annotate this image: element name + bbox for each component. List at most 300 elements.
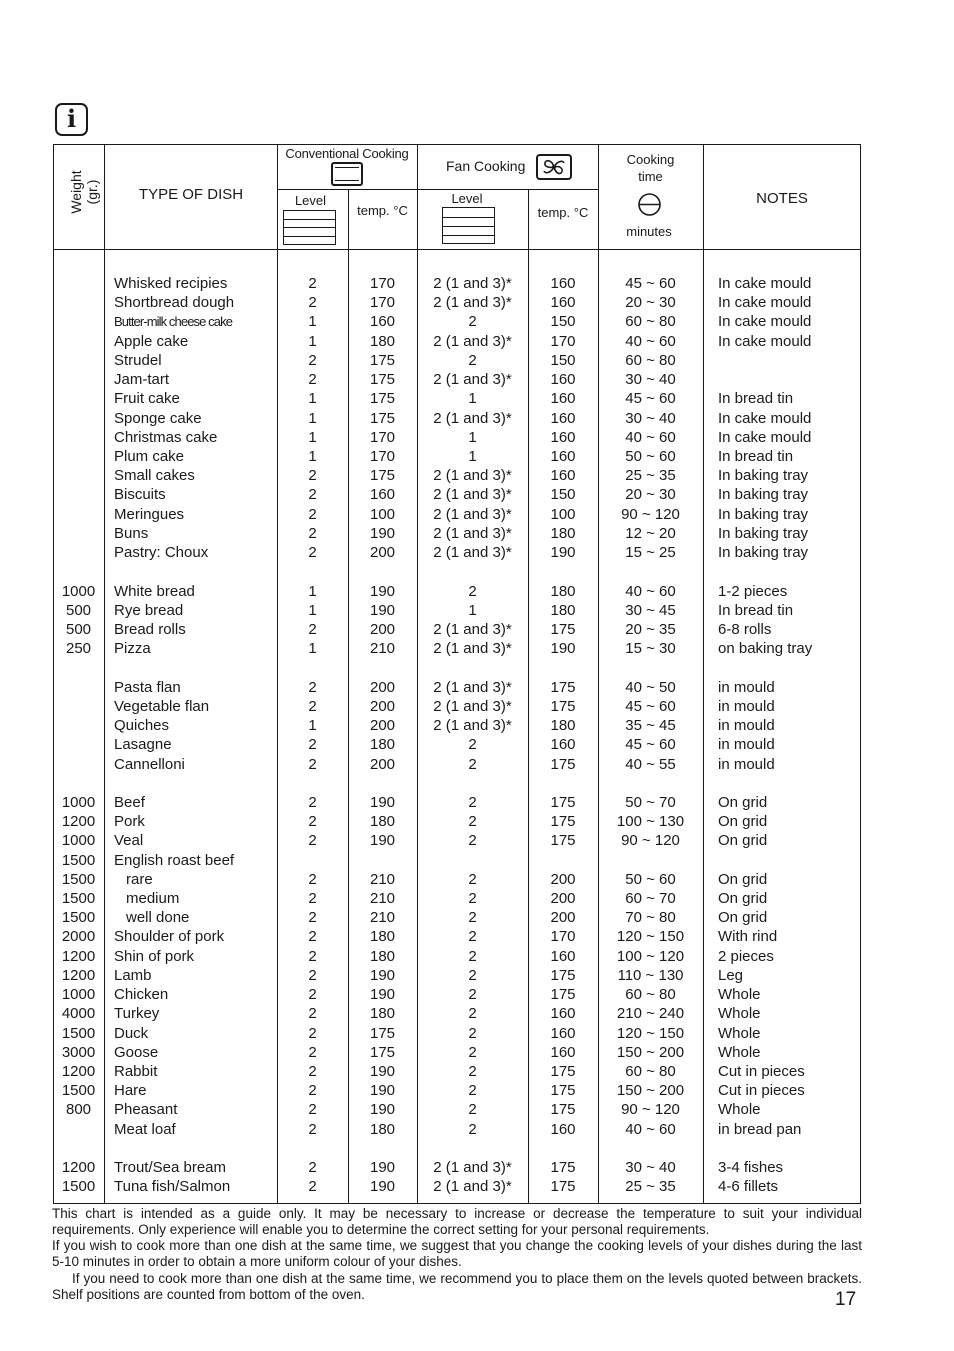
table-row	[53, 851, 861, 870]
row-fan-level: 1	[468, 601, 477, 619]
row-conv-temp: 160	[369, 486, 396, 504]
row-weight: 1500	[61, 890, 96, 908]
header-fan-cooking: Fan Cooking	[446, 158, 526, 174]
row-weight: 1500	[61, 1178, 96, 1196]
row-notes: In cake mould	[718, 294, 812, 312]
row-dish: Shoulder of pork	[114, 928, 225, 946]
row-conv-temp: 170	[369, 428, 396, 446]
row-dish: Lamb	[114, 966, 152, 984]
table-row	[53, 428, 861, 447]
row-fan-temp: 160	[550, 390, 576, 408]
header-minutes: minutes	[626, 224, 672, 239]
row-conv-level: 2	[308, 486, 317, 504]
row-weight: 800	[65, 1101, 92, 1119]
row-conv-temp: 190	[369, 793, 396, 811]
row-weight: 1200	[61, 947, 96, 965]
row-fan-level: 2 (1 and 3)*	[433, 697, 512, 715]
row-conv-temp: 190	[369, 1063, 396, 1081]
table-row	[53, 505, 861, 524]
clock-icon	[636, 193, 663, 216]
row-conv-temp: 190	[369, 986, 396, 1004]
row-fan-level: 2 (1 and 3)*	[433, 1159, 512, 1177]
row-notes: On grid	[718, 890, 768, 908]
row-notes: In cake mould	[718, 428, 812, 446]
row-conv-level: 2	[308, 1063, 317, 1081]
row-weight: 1500	[61, 870, 96, 888]
row-notes: on baking tray	[718, 640, 813, 658]
table-row	[53, 697, 861, 716]
table-row	[53, 870, 861, 889]
row-notes: In baking tray	[718, 467, 809, 485]
row-fan-level: 2	[468, 890, 477, 908]
row-conv-temp: 200	[369, 697, 396, 715]
row-dish: Tuna fish/Salmon	[114, 1178, 231, 1196]
row-fan-level: 1	[468, 447, 477, 465]
footer-paragraph-1: This chart is intended as a guide only. It may be necessary to increase or decrease the temperature to suit your individual requirements. Only experience will enable you to determine the correct setting for your personal requirements.	[52, 1206, 862, 1237]
row-dish: Veal	[114, 832, 144, 850]
row-conv-temp: 180	[369, 813, 396, 831]
row-dish: Strudel	[114, 351, 162, 369]
row-cooking-time: 35 ~ 45	[625, 717, 676, 735]
row-fan-level: 2	[468, 736, 477, 754]
row-weight: 1200	[61, 813, 96, 831]
row-conv-level: 2	[308, 544, 317, 562]
table-row	[53, 1177, 861, 1196]
row-cooking-time: 60 ~ 80	[625, 1063, 676, 1081]
row-cooking-time: 150 ~ 200	[616, 1082, 685, 1100]
row-notes: in bread pan	[718, 1120, 802, 1138]
row-cooking-time: 45 ~ 60	[625, 736, 676, 754]
row-notes: On grid	[718, 870, 768, 888]
row-conv-temp: 190	[369, 1082, 396, 1100]
row-conv-temp: 190	[369, 601, 396, 619]
row-conv-level: 1	[308, 640, 317, 658]
row-conv-temp: 200	[369, 678, 396, 696]
row-fan-level: 2 (1 and 3)*	[433, 505, 512, 523]
row-fan-temp: 200	[550, 870, 576, 888]
row-notes: Cut in pieces	[718, 1082, 805, 1100]
table-row	[53, 274, 861, 293]
row-cooking-time: 60 ~ 80	[625, 351, 676, 369]
row-cooking-time: 90 ~ 120	[621, 505, 680, 523]
table-row	[53, 1158, 861, 1177]
row-conv-temp: 180	[369, 332, 396, 350]
row-fan-temp: 160	[550, 1024, 576, 1042]
row-cooking-time: 210 ~ 240	[616, 1005, 685, 1023]
table-row	[53, 1120, 861, 1139]
row-conv-level: 1	[308, 582, 317, 600]
header-weight: Weight (gr.)	[68, 170, 100, 214]
header-fan-level: Level	[451, 191, 483, 206]
row-conv-level: 2	[308, 294, 317, 312]
row-dish: Whisked recipies	[114, 275, 228, 292]
table-row	[53, 985, 861, 1004]
row-notes: In bread tin	[718, 447, 794, 465]
row-conv-temp: 190	[369, 1101, 396, 1119]
row-cooking-time: 60 ~ 80	[625, 313, 676, 331]
row-conv-level: 2	[308, 1120, 317, 1138]
row-conv-level: 2	[308, 870, 317, 888]
row-notes: 4-6 fillets	[718, 1178, 779, 1196]
row-dish: Quiches	[114, 717, 170, 735]
row-conv-level: 1	[308, 447, 317, 465]
row-conv-temp: 190	[369, 582, 396, 600]
row-fan-temp: 160	[550, 275, 576, 292]
table-row	[53, 755, 861, 774]
table-row	[53, 678, 861, 697]
row-fan-level: 2	[468, 1101, 477, 1119]
row-fan-temp: 175	[550, 755, 576, 773]
row-dish: Vegetable flan	[114, 697, 210, 715]
row-fan-level: 2	[468, 1005, 477, 1023]
row-conv-temp: 200	[369, 717, 396, 735]
row-fan-level: 2	[468, 1120, 477, 1138]
row-weight: 1200	[61, 1063, 96, 1081]
row-fan-temp: 160	[550, 1120, 576, 1138]
row-conv-level: 2	[308, 1101, 317, 1119]
row-notes: Whole	[718, 1043, 761, 1061]
row-weight: 1200	[61, 1159, 96, 1177]
row-cooking-time: 45 ~ 60	[625, 275, 676, 292]
row-conv-level: 2	[308, 1043, 317, 1061]
table-row	[53, 966, 861, 985]
row-fan-level: 2	[468, 966, 477, 984]
table-row	[53, 389, 861, 408]
row-dish: Turkey	[114, 1005, 160, 1023]
table-row	[53, 332, 861, 351]
row-fan-level: 2	[468, 928, 477, 946]
row-fan-level: 2 (1 and 3)*	[433, 371, 512, 389]
table-row	[53, 293, 861, 312]
oven-conventional-icon	[331, 162, 363, 186]
row-fan-temp: 175	[550, 620, 576, 638]
row-fan-level: 2	[468, 947, 477, 965]
row-notes: On grid	[718, 813, 768, 831]
table-row	[53, 1081, 861, 1100]
row-conv-temp: 180	[369, 947, 396, 965]
row-notes: In baking tray	[718, 505, 809, 523]
row-fan-temp: 180	[550, 524, 576, 542]
row-conv-temp: 190	[369, 832, 396, 850]
row-cooking-time: 40 ~ 60	[625, 428, 676, 446]
row-cooking-time: 40 ~ 60	[625, 332, 676, 350]
table-row	[53, 812, 861, 831]
row-notes: In baking tray	[718, 524, 809, 542]
footer-paragraph-3: If you need to cook more than one dish at the same time, we recommend you to place them on the levels quoted between brackets. Shelf positions are counted from bottom of the oven.	[52, 1271, 862, 1302]
row-notes: In cake mould	[718, 275, 812, 292]
row-conv-level: 2	[308, 928, 317, 946]
row-fan-level: 2	[468, 1063, 477, 1081]
row-notes: Whole	[718, 1005, 761, 1023]
row-cooking-time: 50 ~ 60	[625, 447, 676, 465]
row-conv-temp: 210	[369, 890, 396, 908]
row-dish: Biscuits	[114, 486, 166, 504]
row-dish: Christmas cake	[114, 428, 218, 446]
row-dish: well done	[126, 909, 190, 927]
row-fan-temp: 175	[550, 1178, 576, 1196]
row-dish: Pork	[114, 813, 145, 831]
row-cooking-time: 120 ~ 150	[616, 1024, 685, 1042]
row-conv-level: 2	[308, 1159, 317, 1177]
row-notes: On grid	[718, 832, 768, 850]
row-fan-temp: 175	[550, 813, 576, 831]
row-fan-temp: 150	[550, 313, 576, 331]
row-cooking-time: 100 ~ 120	[616, 947, 685, 965]
table-row	[53, 370, 861, 389]
row-conv-level: 2	[308, 678, 317, 696]
row-dish: Rabbit	[114, 1063, 158, 1081]
row-weight: 1500	[61, 909, 96, 927]
row-cooking-time: 50 ~ 60	[625, 870, 676, 888]
row-fan-temp: 180	[550, 582, 576, 600]
row-conv-level: 2	[308, 1024, 317, 1042]
row-dish: Beef	[114, 793, 145, 811]
row-notes: in mould	[718, 736, 775, 754]
row-fan-level: 2	[468, 813, 477, 831]
row-fan-level: 2 (1 and 3)*	[433, 640, 512, 658]
row-fan-level: 2	[468, 832, 477, 850]
table-row	[53, 601, 861, 620]
row-fan-temp: 175	[550, 966, 576, 984]
row-dish: Lasagne	[114, 736, 172, 754]
row-fan-level: 1	[468, 428, 477, 446]
row-fan-temp: 160	[550, 447, 576, 465]
row-dish: Meringues	[114, 505, 185, 523]
row-fan-level: 2 (1 and 3)*	[433, 544, 512, 562]
row-dish: Buns	[114, 524, 149, 542]
table-row	[53, 735, 861, 754]
row-fan-level: 2 (1 and 3)*	[433, 1178, 512, 1196]
row-notes: On grid	[718, 793, 768, 811]
fan-icon	[536, 154, 572, 180]
row-fan-level: 2	[468, 986, 477, 1004]
row-fan-level: 2	[468, 1043, 477, 1061]
header-conv-temp: temp. °C	[357, 203, 408, 218]
row-conv-temp: 175	[369, 351, 396, 369]
row-fan-level: 2 (1 and 3)*	[433, 717, 512, 735]
row-weight: 1000	[61, 582, 96, 600]
row-conv-temp: 190	[369, 966, 396, 984]
row-dish: Goose	[114, 1043, 159, 1061]
row-fan-level: 2	[468, 582, 477, 600]
row-dish: Pheasant	[114, 1101, 178, 1119]
row-conv-temp: 175	[369, 467, 396, 485]
row-dish: Meat loaf	[114, 1120, 176, 1138]
row-notes: in mould	[718, 717, 775, 735]
row-dish: Sponge cake	[114, 409, 202, 427]
header-type-of-dish: TYPE OF DISH	[138, 186, 244, 203]
row-cooking-time: 40 ~ 50	[625, 678, 676, 696]
row-conv-level: 2	[308, 1005, 317, 1023]
row-conv-level: 2	[308, 890, 317, 908]
row-fan-temp: 160	[550, 294, 576, 312]
row-conv-level: 1	[308, 717, 317, 735]
page-number: 17	[835, 1289, 857, 1310]
row-cooking-time: 45 ~ 60	[625, 697, 676, 715]
row-conv-level: 2	[308, 832, 317, 850]
row-fan-level: 2	[468, 870, 477, 888]
row-dish: Fruit cake	[114, 390, 180, 408]
row-weight: 1200	[61, 966, 96, 984]
row-fan-temp: 200	[550, 890, 576, 908]
row-cooking-time: 40 ~ 60	[625, 582, 676, 600]
row-conv-temp: 175	[369, 409, 396, 427]
row-dish: English roast beef	[114, 851, 235, 869]
row-fan-temp: 160	[550, 1005, 576, 1023]
row-fan-level: 2 (1 and 3)*	[433, 294, 512, 312]
row-cooking-time: 100 ~ 130	[616, 813, 685, 831]
row-conv-level: 1	[308, 313, 317, 331]
row-conv-temp: 190	[369, 1159, 396, 1177]
row-dish: Hare	[114, 1082, 147, 1100]
row-cooking-time: 45 ~ 60	[625, 390, 676, 408]
row-notes: In cake mould	[718, 332, 812, 350]
row-conv-temp: 175	[369, 390, 396, 408]
table-row	[53, 485, 861, 504]
table-row	[53, 312, 861, 331]
row-weight: 1500	[61, 851, 96, 869]
row-fan-temp: 175	[550, 1063, 576, 1081]
row-notes: In bread tin	[718, 390, 794, 408]
row-fan-level: 2	[468, 793, 477, 811]
row-fan-level: 2 (1 and 3)*	[433, 467, 512, 485]
row-notes: 1-2 pieces	[718, 582, 788, 600]
row-conv-level: 2	[308, 793, 317, 811]
row-weight: 1500	[61, 1082, 96, 1100]
row-conv-temp: 160	[369, 313, 396, 331]
row-dish: Trout/Sea bream	[114, 1159, 226, 1177]
row-cooking-time: 60 ~ 70	[625, 890, 676, 908]
row-fan-temp: 160	[550, 736, 576, 754]
row-conv-temp: 200	[369, 620, 396, 638]
row-cooking-time: 110 ~ 130	[617, 966, 684, 984]
row-fan-temp: 170	[550, 928, 576, 946]
table-row	[53, 639, 861, 658]
row-cooking-time: 40 ~ 55	[625, 755, 676, 773]
row-conv-level: 1	[308, 601, 317, 619]
row-dish: Pasta flan	[114, 678, 181, 696]
row-conv-level: 2	[308, 986, 317, 1004]
row-weight: 500	[65, 620, 92, 638]
row-cooking-time: 25 ~ 35	[625, 1178, 676, 1196]
row-dish: Bread rolls	[114, 620, 186, 638]
row-conv-temp: 180	[369, 736, 396, 754]
table-row	[53, 409, 861, 428]
row-dish: White bread	[114, 582, 195, 600]
row-conv-level: 1	[308, 409, 317, 427]
row-conv-temp: 180	[369, 1005, 396, 1023]
row-fan-temp: 160	[550, 947, 576, 965]
table-row	[53, 543, 861, 562]
row-cooking-time: 90 ~ 120	[621, 1101, 680, 1119]
row-fan-temp: 190	[550, 640, 576, 658]
row-fan-temp: 175	[550, 832, 576, 850]
row-conv-temp: 210	[369, 909, 396, 927]
row-cooking-time: 20 ~ 30	[625, 294, 676, 312]
row-fan-level: 2	[468, 1082, 477, 1100]
row-fan-level: 2 (1 and 3)*	[433, 332, 512, 350]
row-fan-temp: 175	[550, 678, 576, 696]
row-fan-temp: 160	[550, 1043, 576, 1061]
row-weight: 1000	[61, 793, 96, 811]
table-row	[53, 1100, 861, 1119]
table-row	[53, 947, 861, 966]
row-dish: Duck	[114, 1024, 149, 1042]
row-conv-level: 2	[308, 524, 317, 542]
header-conventional-cooking: Conventional Cooking	[285, 146, 409, 161]
row-cooking-time: 25 ~ 35	[625, 467, 676, 485]
row-conv-level: 2	[308, 909, 317, 927]
row-conv-temp: 190	[369, 524, 396, 542]
row-fan-temp: 190	[550, 544, 576, 562]
row-notes: Whole	[718, 1101, 761, 1119]
row-notes: In bread tin	[718, 601, 794, 619]
row-fan-level: 2	[468, 755, 477, 773]
row-fan-level: 2 (1 and 3)*	[433, 524, 512, 542]
row-dish: medium	[126, 890, 180, 908]
row-conv-temp: 190	[369, 1178, 396, 1196]
row-fan-temp: 180	[550, 601, 576, 619]
table-row	[53, 1004, 861, 1023]
row-dish: Small cakes	[114, 467, 195, 485]
row-cooking-time: 30 ~ 40	[625, 1159, 676, 1177]
row-dish: Jam-tart	[114, 371, 170, 389]
row-fan-level: 2 (1 and 3)*	[433, 275, 512, 292]
row-conv-level: 2	[308, 736, 317, 754]
row-notes: In baking tray	[718, 544, 809, 562]
table-row	[53, 447, 861, 466]
row-cooking-time: 20 ~ 30	[625, 486, 676, 504]
table-row	[53, 831, 861, 850]
row-fan-level: 2 (1 and 3)*	[433, 409, 512, 427]
row-conv-temp: 210	[369, 870, 396, 888]
row-fan-level: 2	[468, 909, 477, 927]
row-dish: Pizza	[114, 640, 151, 658]
row-conv-temp: 200	[369, 544, 396, 562]
row-fan-level: 2 (1 and 3)*	[433, 486, 512, 504]
row-cooking-time: 20 ~ 35	[625, 620, 676, 638]
row-fan-temp: 175	[550, 1082, 576, 1100]
row-conv-level: 2	[308, 505, 317, 523]
row-notes: in mould	[718, 678, 775, 696]
header-fan-temp: temp. °C	[537, 205, 589, 220]
row-dish: Pastry: Choux	[114, 544, 209, 562]
row-weight: 1000	[61, 832, 96, 850]
shelf-levels-icon	[442, 207, 495, 244]
shelf-levels-icon	[283, 210, 336, 245]
row-cooking-time: 30 ~ 40	[625, 409, 676, 427]
table-row	[53, 716, 861, 735]
row-weight: 1500	[61, 1024, 96, 1042]
info-icon: i	[55, 103, 88, 136]
row-fan-temp: 160	[550, 467, 576, 485]
row-fan-temp: 160	[550, 371, 576, 389]
row-conv-temp: 170	[369, 447, 396, 465]
row-weight: 1000	[61, 986, 96, 1004]
row-conv-temp: 180	[369, 928, 396, 946]
row-notes: In cake mould	[718, 313, 812, 331]
row-dish: Cannelloni	[114, 755, 185, 773]
row-conv-level: 2	[308, 755, 317, 773]
row-notes: Leg	[718, 966, 744, 984]
row-fan-temp: 150	[550, 351, 576, 369]
row-dish: rare	[126, 870, 153, 888]
row-dish: Shortbread dough	[114, 294, 235, 312]
row-conv-level: 2	[308, 966, 317, 984]
row-conv-temp: 170	[369, 294, 396, 312]
row-fan-level: 2	[468, 1024, 477, 1042]
row-dish: Butter-milk cheese cake	[114, 314, 233, 330]
